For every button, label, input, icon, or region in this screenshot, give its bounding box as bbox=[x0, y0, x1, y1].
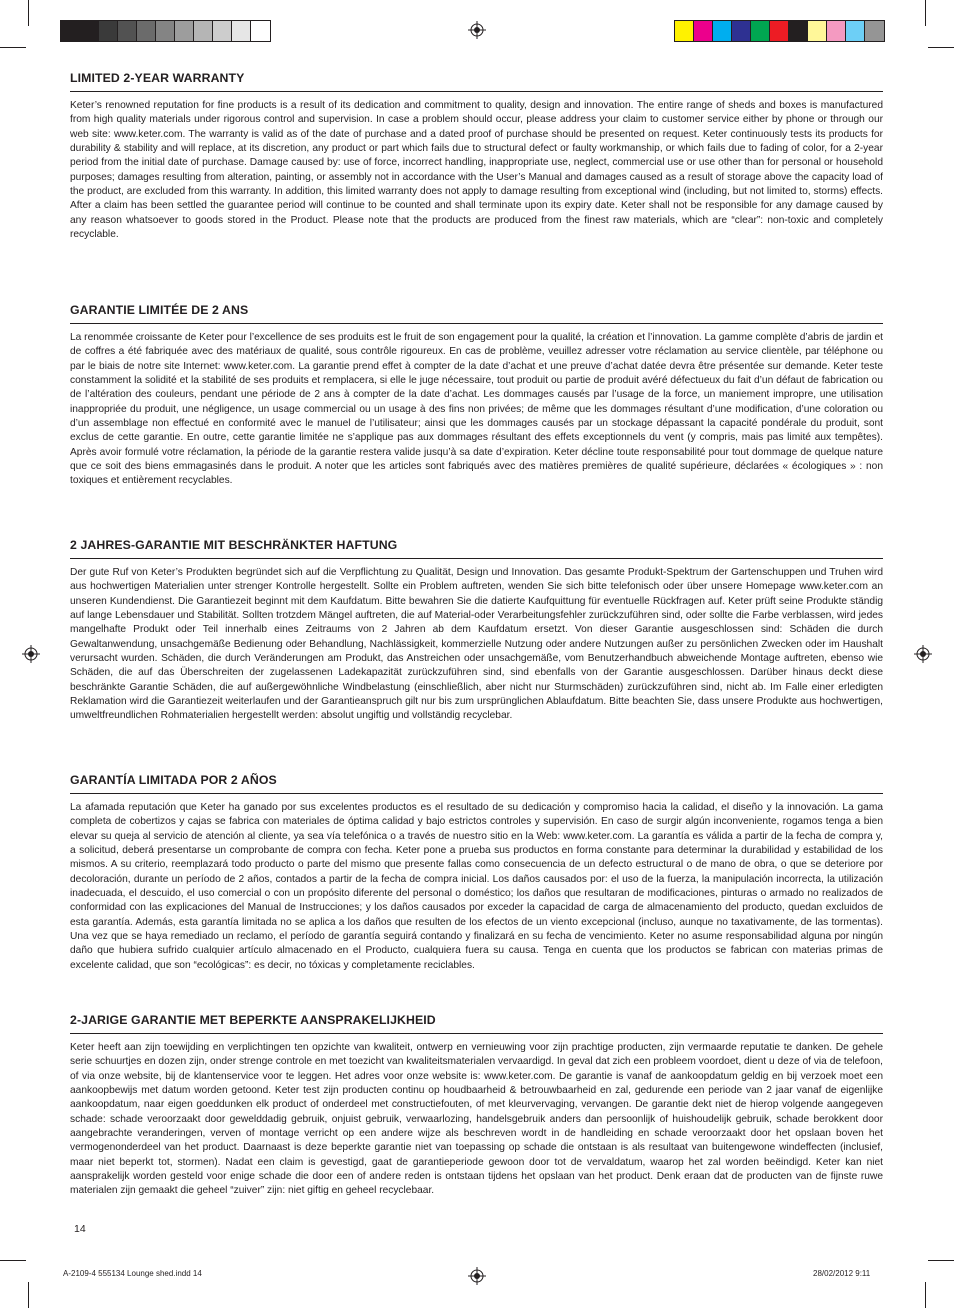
registration-mark-icon bbox=[22, 645, 40, 663]
warranty-section-fr bbox=[70, 302, 883, 537]
section-heading: 2-JARIGE GARANTIE MET BEPERKTE AANSPRAKELIJKHEID bbox=[70, 1012, 883, 1034]
color-swatch bbox=[694, 21, 713, 41]
section-heading: GARANTÍA LIMITADA POR 2 AÑOS bbox=[70, 772, 883, 794]
warranty-section-de bbox=[70, 537, 883, 772]
color-swatch bbox=[175, 21, 194, 41]
slug-file: A-2109-4 555134 Lounge shed.indd 14 bbox=[63, 1269, 202, 1278]
crop-mark bbox=[928, 47, 954, 48]
section-text: La renommée croissante de Keter pour l’excellence de ses produits est le fruit de son engagement pour la qualité, la création et l’innovation. La gamme complète d’abris de jardin et de coffres a été fabriquée avec des matériaux de qualité, sous contrôle rigoureux. En cas de problème, veuillez adresser votre réclamation au service clientèle, par téléphone ou par le biais de notre site Internet: www.keter.com. La garantie prend effet à compter de la date d’achat et une preuve d’achat datée devra être présentée sur demande. Keter teste constamment la solidité et la stabilité de ses produits et remplacera, si elle le juge nécessaire, tout produit ou partie de produit avéré défectueux du fait d’un défaut de fabrication ou de l’altération des couleurs, pendant une période de 2 ans à compter de la date d’achat. Les dommages causés par l’usage de la force, un maniement impropre, une utilisation inappropriée du produit, une négligence, un usage commercial ou un usage à des fins non privées; de même que les dommages résultant d’une modification, d’une coloration ou d’un assemblage non effectué en conformité avec le manuel de l’utilisateur; ainsi que les dommages causés par un stockage dépassant la capacité pondérale du produit, sont exclus de cette garantie. En outre, cette garantie limitée ne s’applique pas aux dommages résultant des effets exceptionnels du vent (y compris, mais pas limité aux tempêtes). Après avoir formulé votre réclamation, la période de la garantie restera valide jusqu’à sa date d’expiration. Keter décline toute responsabilité pour tout dommage de quelque nature que ce soit des biens emmagasinés dans le produit. A noter que les articles sont fabriqués avec des matières premières de qualité supérieure, déclarées « écologiques » : non toxiques et entièrement recyclables. bbox=[70, 332, 883, 487]
color-swatch bbox=[118, 21, 137, 41]
registration-mark-icon bbox=[468, 21, 486, 39]
color-swatch bbox=[80, 21, 99, 41]
color-swatch bbox=[156, 21, 175, 41]
crop-mark bbox=[925, 0, 926, 26]
color-swatch bbox=[213, 21, 232, 41]
crop-mark bbox=[28, 1282, 29, 1308]
crop-mark bbox=[0, 47, 26, 48]
color-swatch bbox=[713, 21, 732, 41]
color-swatch bbox=[675, 21, 694, 41]
section-heading: 2 JAHRES-GARANTIE MIT BESCHRÄNKTER HAFTUNG bbox=[70, 537, 883, 559]
color-swatch bbox=[251, 21, 270, 41]
section-heading: LIMITED 2-YEAR WARRANTY bbox=[70, 70, 883, 92]
color-swatch bbox=[770, 21, 789, 41]
color-swatch bbox=[789, 21, 808, 41]
section-text: La afamada reputación que Keter ha ganado por sus excelentes productos es el resultado de su dedicación y compromiso hacia la calidad, el diseño y la innovación. La gama completa de cobertizos y cajas se fabrica con materiales de óptima calidad y bajo estrictos controles y supervisión. En caso de surgir algún inconveniente, rogamos tenga a bien elevar su queja al servicio de atención al cliente, ya sea vía telefónica o a través de nuestro sitio en la Web: www.keter.com. La garantía es válida a partir de la fecha de compra y, a solicitud, deberá presentarse un comprobante de compra con fecha. Keter pone a prueba sus productos en forma constante para determinar la durabilidad y estabilidad de los mismos. A su criterio, reemplazará todo producto o parte del mismo que presente fallas como consecuencia de un defecto estructural o de mano de obra, o que se deteriore por decoloración, durante un período de 2 años, contados a partir de la fecha de compra inicial. Los daños causados por: el uso de la fuerza, la manipulación incorrecta, la utilización inadecuada, el descuido, el uso comercial o con un propósito diferente del personal o doméstico; los daños que resultaran de modificaciones, pinturas o armado no realizados de conformidad con las explicaciones del Manual de Instrucciones; y los daños causados por exceder la capacidad de carga de almacenamiento del producto, quedan excluidos de esta garantía. Además, esta garantía limitada no se aplica a los daños que resulten de los efectos de un viento excepcional (incluso, aunque no taxativamente, de las tormentas). Una vez que se haya remediado un reclamo, el período de garantía seguirá contando y finalizará en su fecha de vencimiento. Keter no asume responsabilidad alguna por ningún daño que hubiera sufrido cualquier artículo almacenado en el Producto, cualquiera fuera su causa. Tenga en cuenta que los productos se fabrican con materias primas de excelente calidad, que son “ecológicas”: es decir, no tóxicas y completamente reciclables. bbox=[70, 802, 883, 971]
color-swatch bbox=[137, 21, 156, 41]
section-text: Keter’s renowned reputation for fine products is a result of its dedication and commitment to quality, design and innovation. The entire range of sheds and boxes is manufactured from high quality materials under rigorous control and supervision. In case a problem should occur, please address your claim to customer service either by phone or through our web site: www.keter.com. The warranty is valid as of the date of purchase and a dated proof of purchase should be presented on request. Keter continuously tests its products for durability & stability and will replace, at its discretion, any product or part which fails due to structural defect or faulty workmanship, or which fails due to fading of color, for a 2-year period from the initial date of purchase. Damage caused by: use of force, incorrect handling, inappropriate use, neglect, commercial use or use other than for personal or household purposes; damages resulting from alteration, painting, or assembly not in accordance with the User’s Manual and damages caused as a result of storage above the capacity load of the product, are excluded from this warranty. In addition, this limited warranty does not apply to damage resulting from exceptional wind (including, but not limited to, storms) effects. After a claim has been settled the guarantee period will continue to be counted and shall terminate upon its expiry date. Keter shall not be responsible for any damage caused by any reason whatsoever to goods stored in the Product. Please note that the products are produced from the finest raw materials, which are “clear”: non-toxic and completely recyclable. bbox=[70, 100, 883, 241]
color-swatch bbox=[99, 21, 118, 41]
page-number: 14 bbox=[74, 1223, 86, 1235]
slug-datetime: 28/02/2012 9:11 bbox=[813, 1269, 871, 1278]
registration-mark-icon bbox=[914, 645, 932, 663]
warranty-content bbox=[70, 70, 883, 1199]
crop-mark bbox=[925, 1282, 926, 1308]
color-swatch bbox=[61, 21, 80, 41]
section-text: Keter heeft aan zijn toewijding en verplichtingen ten opzichte van kwaliteit, ontwerp en vernieuwing voor zijn prachtige producten, zijn vermaarde reputatie te danken. De gehele serie schuurtjes en dozen zijn, onder strenge controle en met toezicht van kwaliteitsmaterialen vervaardigd. In geval dat zich een probleem voordoet, dient u deze of via de telefoon, of via onze website, bij de klantenservice voor te leggen. Het adres voor onze website is: www.keter.com. De garantie is vanaf de aankoopdatum geldig en bij verzoek moet een aankoopbewijs met datum worden getoond. Keter test zijn producten continu op houdbaarheid & betrouwbaarheid en zal, gedurende een periode van 2 jaar vanaf de eigenlijke aankoopdatum, naar eigen goeddunken elk product of onderdeel met constructiefouten, of met kleurvervaging, vervangen. De garantie dekt niet de hierop volgende aangegeven schade: schade veroorzaakt door gewelddadig gebruik, onjuist gebruik, verwaarlozing, handelsgebruik anders dan persoonlijk of huishoudelijk gebruik, schade berokkent door aangebrachte veranderingen, verven of montage verricht op een andere wijze als beschreven wordt in de handleiding en schade veroorzaakt door het opslaan boven het vermogenonderdeel van het product. Daarnaast is deze beperkte garantie niet van toepassing op schade die ontstaan is als resultaat van buitengewone windeffecten (inclusief, maar niet beperkt tot, stormen). Nadat een claim is gevestigd, gaat de garantieperiode gewoon door tot de vervaldatum, waarop het zal worden beëindigd. Keter kan niet aansprakelijk worden gesteld voor enige schade die door een of andere reden is ontstaan tijdens het opslaan van het product. Denk eraan dat de producten van de fijnste ruwe materialen zijn gemaakt die geheel “zuiver” zijn: niet giftig en geheel recyclebaar. bbox=[70, 1042, 883, 1197]
color-swatch bbox=[808, 21, 827, 41]
color-swatch bbox=[827, 21, 846, 41]
grayscale-bar bbox=[60, 20, 271, 42]
crop-mark bbox=[28, 0, 29, 26]
section-text: Der gute Ruf von Keter’s Produkten begründet sich auf die Verpflichtung zu Qualität, Design und Innovation. Das gesamte Produkt-Spektrum der Gartenschuppen und Truhen wird aus hochwertigen Materialien unter strenger Kontrolle hergestellt. Sollte ein Problem auftreten, wenden Sie sich bitte telefonisch oder über unsere Homepage www.keter.com an unseren Kundendienst. Die Garantiezeit beginnt mit dem Kaufdatum. Bitte bewahren Sie die datierte Kaufquittung für eventuelle Rückfragen auf. Keter prüft seine Produkte ständig auf lange Lebensdauer und Stabilität. Sollten trotzdem Mängel auftreten, die auf Material-oder Verarbeitungsfehler zurückzuführen sind, oder sollte die Farbe verblassen, wird jedes mangelhafte Produkt oder Teil innerhalb eines Zeitraums von 2 Jahren ab dem Kaufdatum ersetzt. Von dieser Garantie ausgeschlossen sind: Schäden die durch Gewaltanwendung, unsachgemäße Bedienung oder Behandlung, Nachlässigkeit, kommerzielle Nutzung oder andere Nutzungen außer zu persönlichen Zwecken oder im Haushalt verursacht wurden. Schäden, die durch Veränderungen am Produkt, das Anstreichen oder unsachgemäße, vom Benutzerhandbuch abweichende Montage auftreten, ebenso wie Schäden, die auf das Überschreiten der zugelassenen Ladekapazität zurückzuführen sind, sind ebenfalls von der Garantie ausgeschlossen. Darüber hinaus deckt diese beschränkte Garantie Schäden, die auf außergewöhnliche Windbelastung (einschließlich, aber nicht nur Sturmschäden) zurückzuführen sind, nicht ab. Im Falle einer erledigten Reklamation wird die Garantiezeit weiterlaufen und der Garantieanspruch gilt nur bis zum ursprünglichen Ablaufdatum. Bitte beachten Sie, dass unsere Produkte aus hochwertigen, umweltfreundlichen Rohmaterialien hergestellt werden: absolut ungiftig und vollständig recyclebar. bbox=[70, 567, 883, 722]
color-swatch bbox=[732, 21, 751, 41]
crop-mark bbox=[0, 1260, 26, 1261]
warranty-section-en bbox=[70, 70, 883, 302]
color-bar bbox=[674, 20, 885, 42]
warranty-section-nl bbox=[70, 1012, 883, 1199]
warranty-section-es bbox=[70, 772, 883, 1012]
section-heading: GARANTIE LIMITÉE DE 2 ANS bbox=[70, 302, 883, 324]
color-swatch bbox=[865, 21, 884, 41]
registration-mark-icon bbox=[468, 1267, 486, 1285]
crop-mark bbox=[928, 1260, 954, 1261]
color-swatch bbox=[846, 21, 865, 41]
color-swatch bbox=[751, 21, 770, 41]
color-swatch bbox=[194, 21, 213, 41]
color-swatch bbox=[232, 21, 251, 41]
